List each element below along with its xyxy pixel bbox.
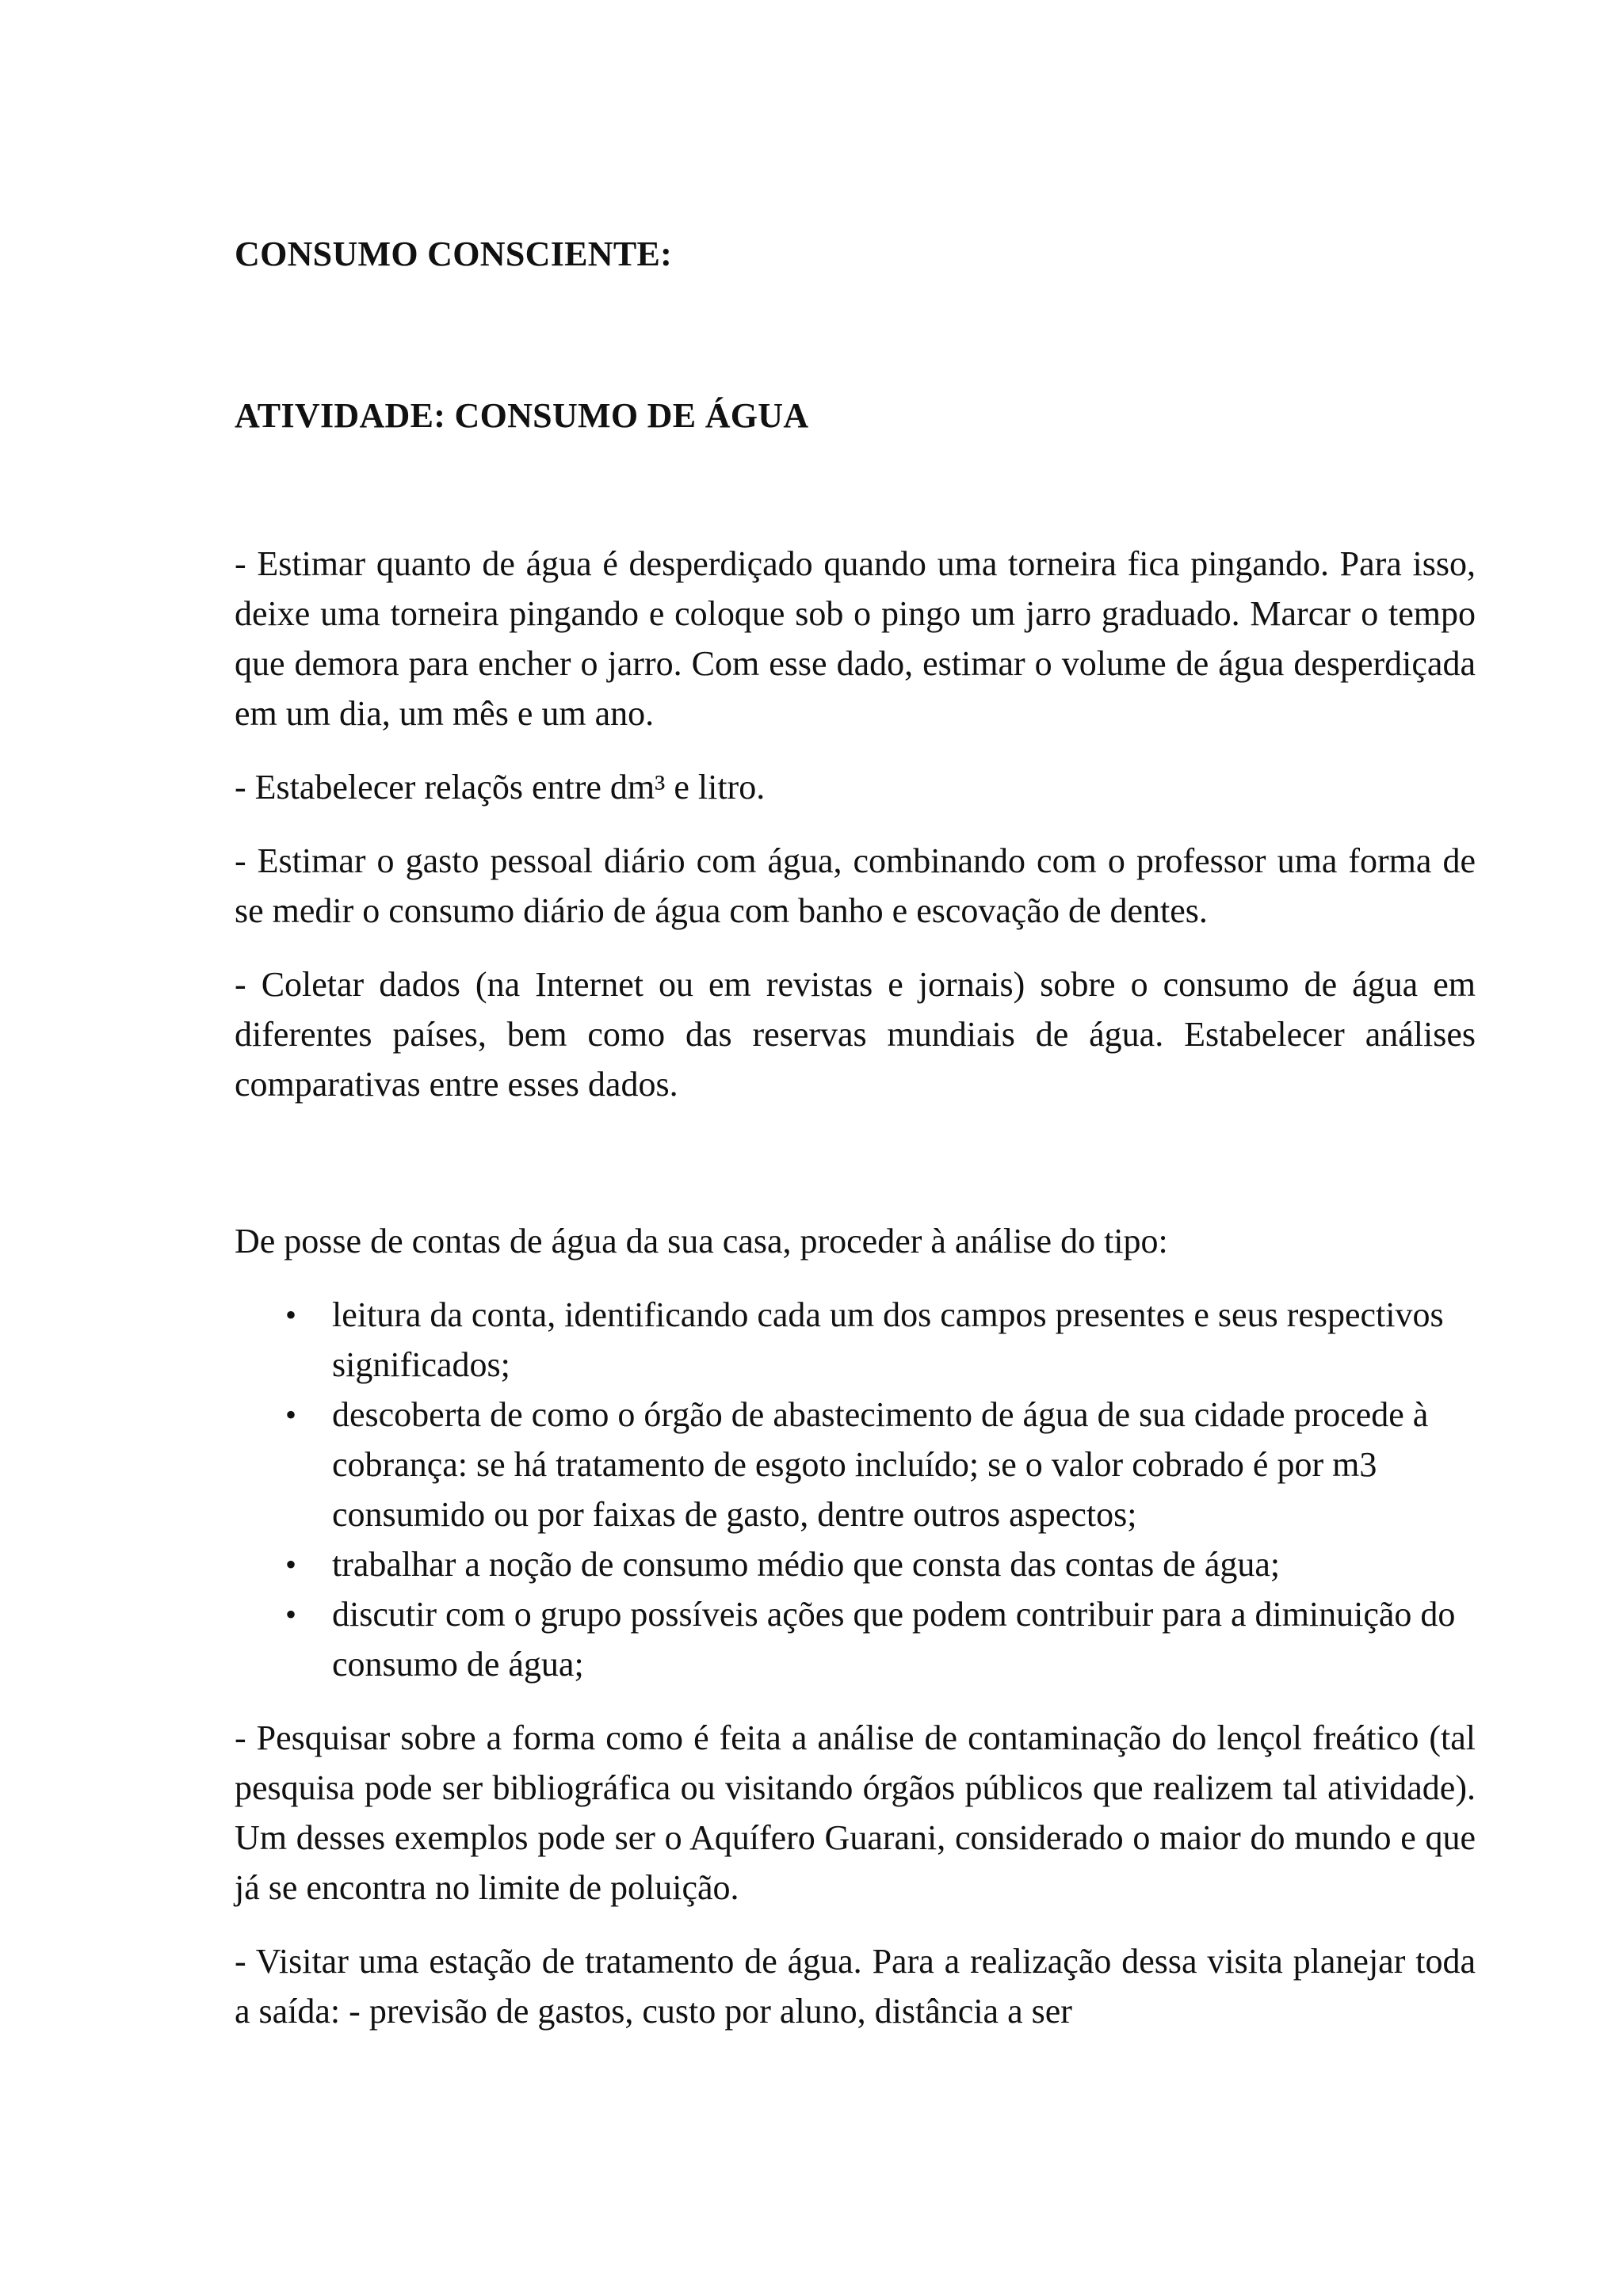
document-title: CONSUMO CONSCIENTE: <box>235 235 673 273</box>
list-item-text: discutir com o grupo possíveis ações que podem contribuir para a diminuição do consumo de água; <box>332 1595 1456 1684</box>
list-item <box>235 1290 1497 1390</box>
list-item <box>235 1589 1497 1689</box>
list-item-text: leitura da conta, identificando cada um dos campos presentes e seus respectivos significados; <box>332 1295 1444 1384</box>
paragraph-dm3-litro: - Estabelecer relaçõs entre dm³ e litro. <box>235 768 766 807</box>
paragraph-aquifero: - Pesquisar sobre a forma como é feita a análise de contaminação do lençol freático (tal pesquisa pode ser bibliográfica ou visitando órgãos públicos que realizem tal atividade). Um desses exemplos pode ser o Aquífero Guarani, considerado o maior do mundo e que já se encontra no limite de poluição. <box>235 1718 1476 1907</box>
bullet-list <box>235 1290 1476 1689</box>
bullet-icon: • <box>285 1596 297 1632</box>
paragraph-intro-contas: De posse de contas de água da sua casa, proceder à análise do tipo: <box>235 1222 1168 1261</box>
bullet-icon: • <box>285 1297 297 1333</box>
list-item-text: trabalhar a noção de consumo médio que consta das contas de água; <box>332 1545 1281 1584</box>
activity-list-section <box>235 539 1476 1133</box>
list-item <box>235 1539 1497 1589</box>
activity-heading: ATIVIDADE: CONSUMO DE ÁGUA <box>235 396 809 435</box>
list-item-text: descoberta de como o órgão de abastecimento de água de sua cidade procede à cobrança: se há tratamento de esgoto incluído; se o valor cobrado é por m3 consumido ou por faixas de gasto, dentre outros aspectos; <box>332 1395 1429 1534</box>
list-item <box>235 1390 1497 1539</box>
bullet-icon: • <box>285 1547 297 1582</box>
paragraph-coletar-dados: - Coletar dados (na Internet ou em revistas e jornais) sobre o consumo de água em diferentes países, bem como das reservas mundiais de água. Estabelecer análises comparativas entre esses dados. <box>235 965 1476 1104</box>
paragraph-torneira: - Estimar quanto de água é desperdiçado quando uma torneira fica pingando. Para isso, deixe uma torneira pingando e coloque sob o pingo um jarro graduado. Marcar o tempo que demora para encher o jarro. Com esse dado, estimar o volume de água desperdiçada em um dia, um mês e um ano. <box>235 544 1476 733</box>
water-bill-section <box>235 1216 1476 2060</box>
bullet-icon: • <box>285 1397 297 1432</box>
paragraph-visita-estacao: - Visitar uma estação de tratamento de água. Para a realização dessa visita planejar toda a saída: - previsão de gastos, custo por aluno, distância a ser <box>235 1942 1476 2031</box>
paragraph-gasto-pessoal: - Estimar o gasto pessoal diário com água, combinando com o professor uma forma de se medir o consumo diário de água com banho e escovação de dentes. <box>235 841 1476 930</box>
